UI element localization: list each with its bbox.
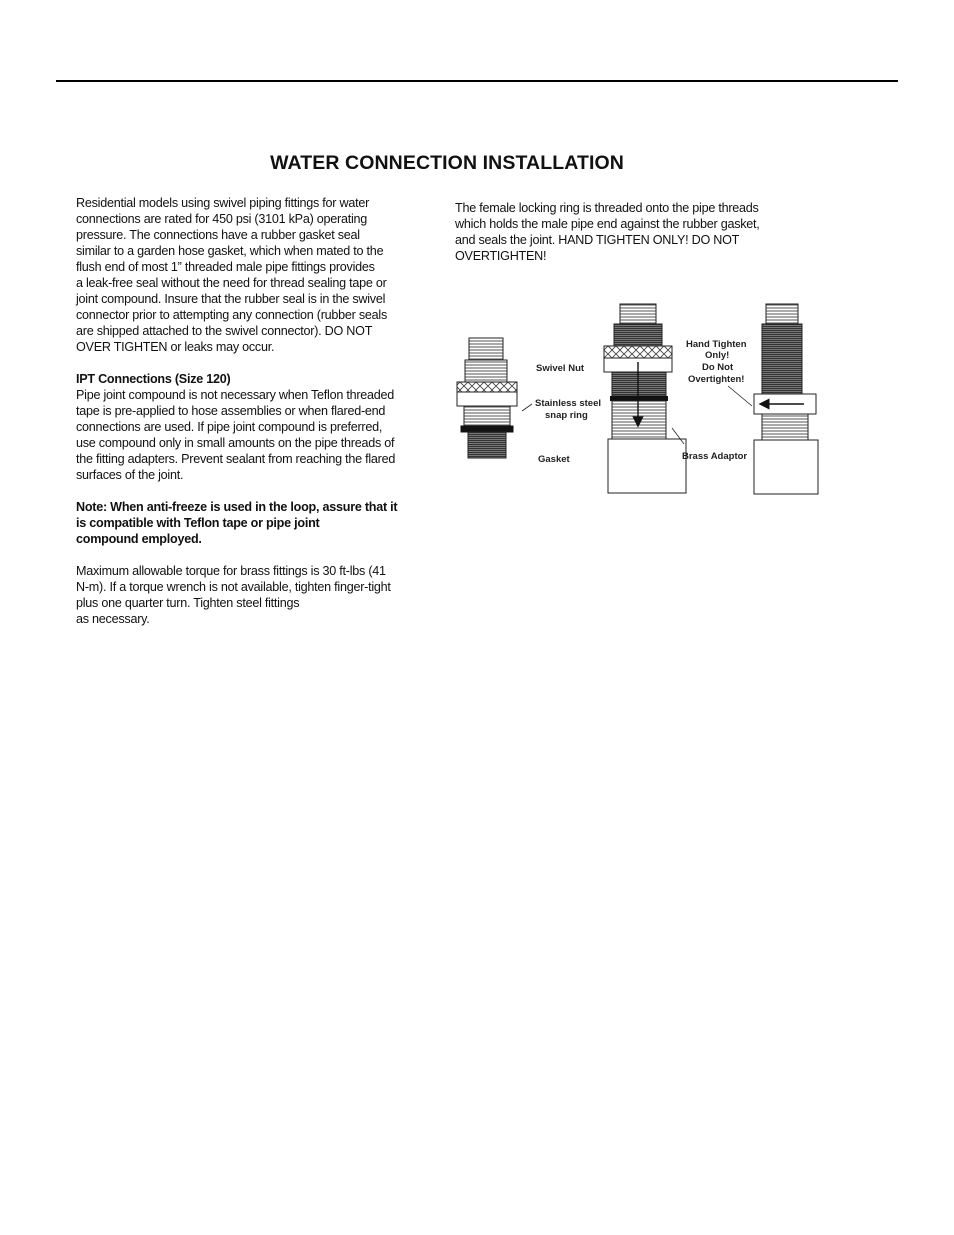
swivel-connection-diagram — [452, 298, 832, 498]
intro-line: connections are rated for 450 psi (3101 kPa) operating — [76, 212, 368, 226]
intro-line: OVER TIGHTEN or leaks may occur. — [76, 340, 275, 354]
fitting-1 — [457, 338, 517, 458]
hand-tighten-leader — [728, 386, 752, 406]
top-rule — [56, 80, 898, 82]
diagram-svg — [452, 298, 832, 498]
intro-line: a leak-free seal without the need for thread sealing tape or — [76, 276, 387, 290]
locking-ring-line: The female locking ring is threaded onto the pipe threads — [455, 201, 759, 215]
intro-line: similar to a garden hose gasket, which when mated to the — [76, 244, 384, 258]
note-line: Note: When anti-freeze is used in the loop, assure that it — [76, 500, 398, 514]
note-line: is compatible with Teflon tape or pipe joint — [76, 516, 320, 530]
label-brass-adaptor: Brass Adaptor — [682, 451, 748, 462]
torque-line: plus one quarter turn. Tighten steel fittings — [76, 596, 300, 610]
locking-ring-line: which holds the male pipe end against the rubber gasket, — [455, 217, 760, 231]
label-hand-tighten: Only! — [705, 350, 730, 361]
label-snap-ring: snap ring — [545, 410, 588, 421]
locking-ring-line: OVERTIGHTEN! — [455, 249, 547, 263]
snap-ring-leader — [522, 404, 532, 411]
left-column — [76, 195, 436, 627]
label-hand-tighten: Overtighten! — [688, 374, 745, 385]
label-hand-tighten: Do Not — [702, 362, 734, 373]
note-line: compound employed. — [76, 532, 202, 546]
fitting-3 — [754, 304, 818, 494]
label-hand-tighten: Hand Tighten — [686, 339, 747, 350]
label-swivel-nut: Swivel Nut — [536, 363, 585, 374]
torque-line: N-m). If a torque wrench is not available, tighten finger-tight — [76, 580, 391, 594]
right-column — [455, 200, 807, 264]
page-title: WATER CONNECTION INSTALLATION — [270, 152, 624, 174]
antifreeze-note — [76, 499, 436, 547]
ipt-line: the fitting adapters. Prevent sealant from reaching the flared — [76, 452, 396, 466]
intro-line: Residential models using swivel piping fittings for water — [76, 196, 370, 210]
fitting-2 — [604, 304, 686, 493]
ipt-line: tape is pre-applied to hose assemblies or when flared-end — [76, 404, 386, 418]
label-gasket: Gasket — [538, 454, 570, 465]
intro-line: pressure. The connections have a rubber gasket seal — [76, 228, 360, 242]
intro-paragraph — [76, 195, 436, 355]
ipt-line: surfaces of the joint. — [76, 468, 184, 482]
intro-line: flush end of most 1” threaded male pipe fittings provides — [76, 260, 375, 274]
locking-ring-line: and seals the joint. HAND TIGHTEN ONLY! DO NOT — [455, 233, 740, 247]
intro-line: joint compound. Insure that the rubber seal is in the swivel — [76, 292, 386, 306]
label-snap-ring: Stainless steel — [535, 398, 602, 409]
ipt-paragraph — [76, 387, 436, 483]
intro-line: connector prior to attempting any connection (rubber seals — [76, 308, 388, 322]
ipt-heading: IPT Connections (Size 120) — [76, 372, 231, 386]
ipt-line: use compound only in small amounts on the pipe threads of — [76, 436, 395, 450]
torque-line: Maximum allowable torque for brass fittings is 30 ft-lbs (41 — [76, 564, 386, 578]
ipt-line: Pipe joint compound is not necessary when Teflon threaded — [76, 388, 395, 402]
ipt-line: connections are used. If pipe joint compound is preferred, — [76, 420, 383, 434]
torque-paragraph — [76, 563, 436, 627]
intro-line: are shipped attached to the swivel connector). DO NOT — [76, 324, 373, 338]
torque-line: as necessary. — [76, 612, 150, 626]
